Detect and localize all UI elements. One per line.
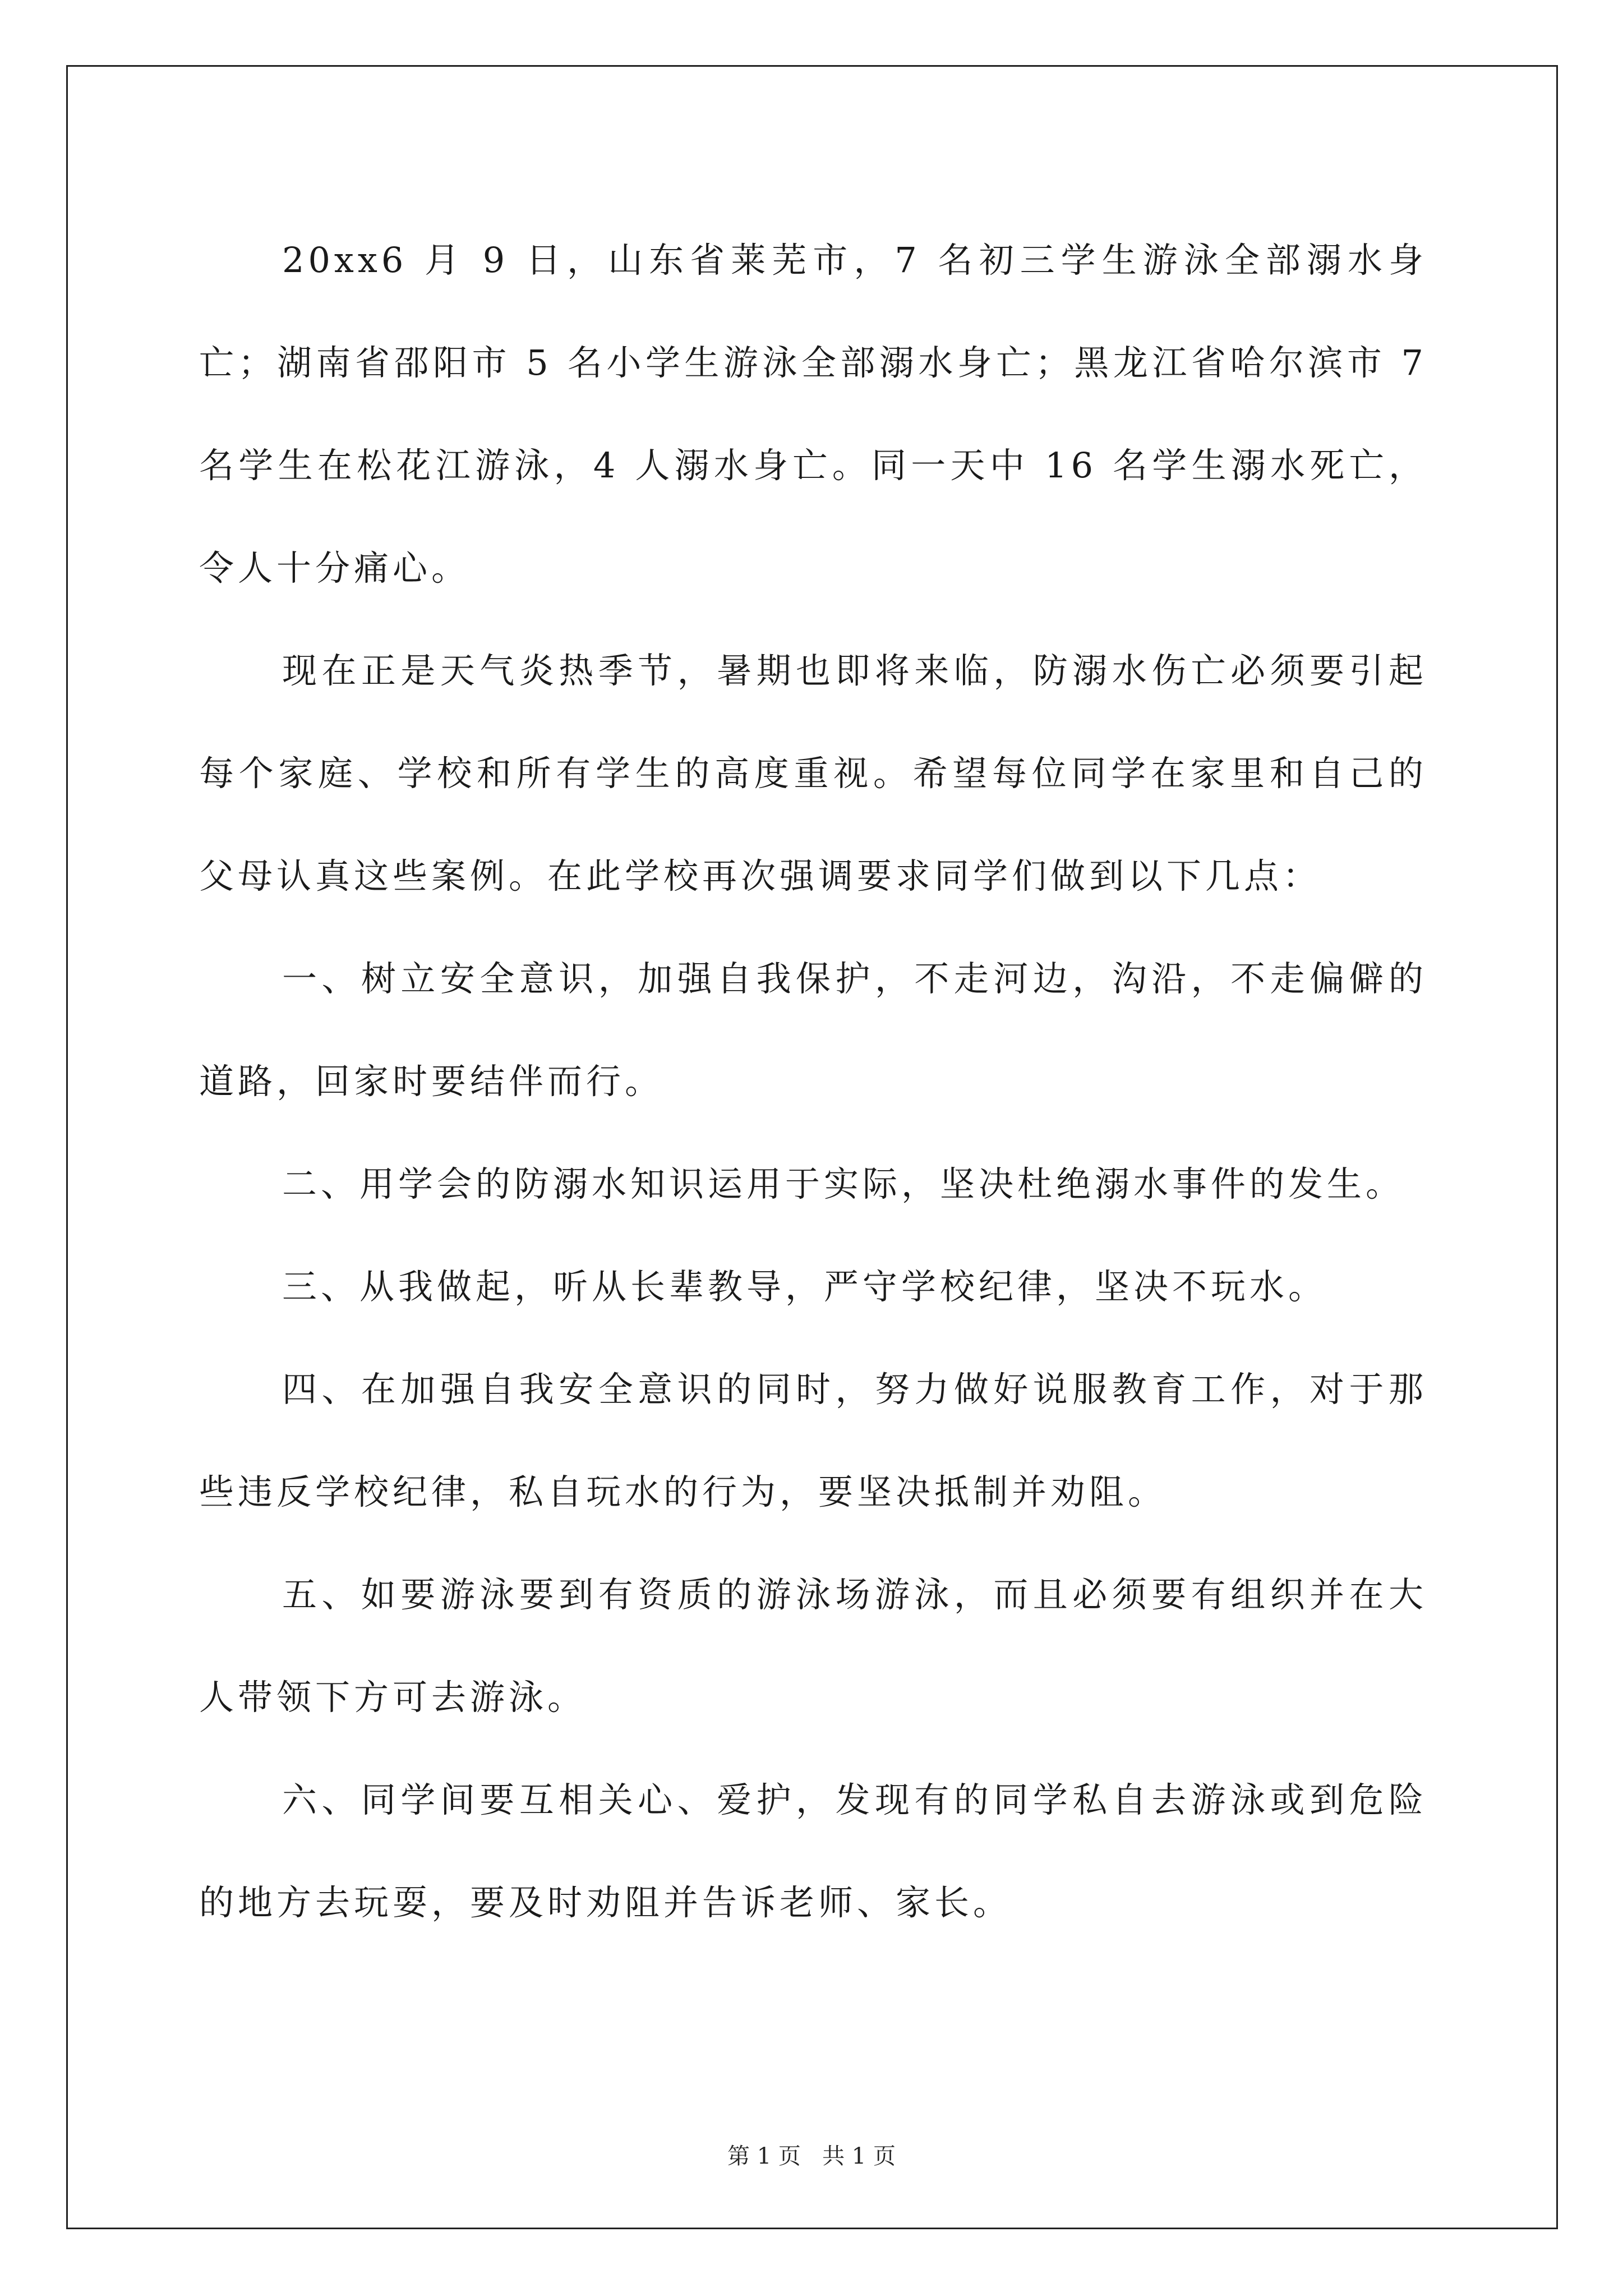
paragraph-incident-report: 20xx6 月 9 日，山东省莱芜市，7 名初三学生游泳全部溺水身亡；湖南省邵阳市 5 名小学生游泳全部溺水身亡；黑龙江省哈尔滨市 7 名学生在松花江游泳，4 人溺水身亡。同一天中 16 名学生溺水死亡，令人十分痛心。 (199, 240, 1427, 588)
paragraph-introduction: 现在正是天气炎热季节，暑期也即将来临，防溺水伤亡必须要引起每个家庭、学校和所有学生的高度重视。希望每位同学在家里和自己的父母认真这些案例。在此学校再次强调要求同学们做到以下几点： (199, 650, 1427, 896)
paragraph-rule-5: 五、如要游泳要到有资质的游泳场游泳，而且必须要有组织并在大人带领下方可去游泳。 (199, 1574, 1427, 1718)
page-number-footer: 第 1 页 共 1 页 (727, 2143, 896, 2169)
paragraph-rule-1: 一、树立安全意识，加强自我保护，不走河边，沟沿，不走偏僻的道路，回家时要结伴而行。 (199, 958, 1427, 1102)
document-body (199, 209, 1427, 1954)
paragraph-rule-4: 四、在加强自我安全意识的同时，努力做好说服教育工作，对于那些违反学校纪律，私自玩水的行为，要坚决抵制并劝阻。 (199, 1369, 1427, 1512)
paragraph-rule-3: 三、从我做起，听从长辈教导，严守学校纪律，坚决不玩水。 (282, 1266, 1327, 1307)
paragraph-rule-6: 六、同学间要互相关心、爱护，发现有的同学私自去游泳或到危险的地方去玩耍，要及时劝阻并告诉老师、家长。 (199, 1779, 1427, 1923)
paragraph-rule-2: 二、用学会的防溺水知识运用于实际，坚决杜绝溺水事件的发生。 (282, 1163, 1405, 1204)
